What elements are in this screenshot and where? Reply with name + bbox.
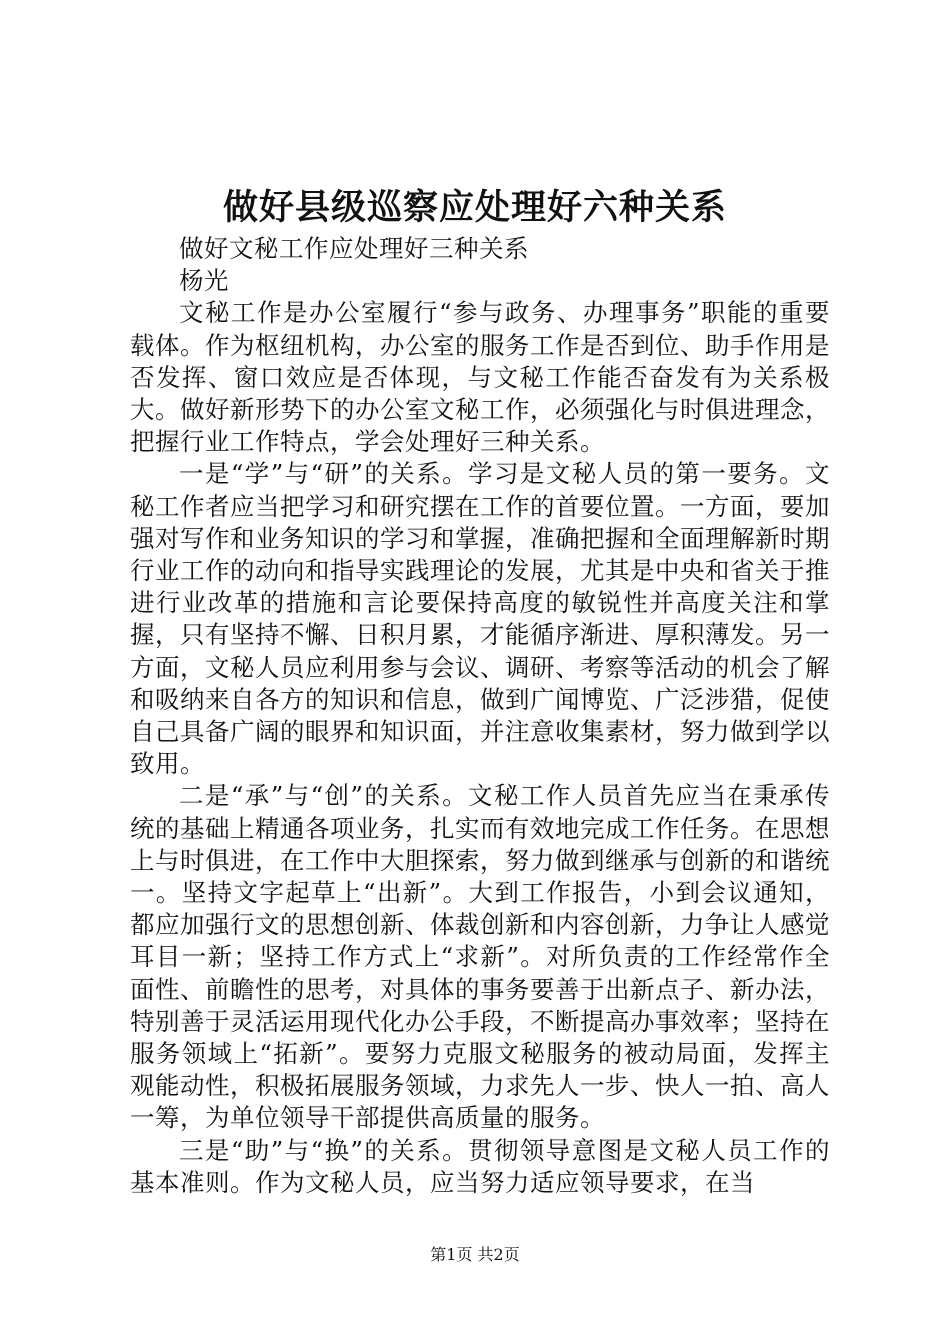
document-body [130,233,830,1199]
document-title: 做好县级巡察应处理好六种关系 [222,187,727,228]
paragraph-two: 二是“承”与“创”的关系。文秘工作人员首先应当在秉承传统的基础上精通各项业务，扎实而有效地完成工作任务。在思想上与时俱进，在工作中大胆探索，努力做到继承与创新的和谐统一。坚持文字起草上“出新”。大到工作报告，小到会议通知，都应加强行文的思想创新、体裁创新和内容创新，力争让人感觉耳目一新；坚持工作方式上“求新”。对所负责的工作经常作全面性、前瞻性的思考，对具体的事务要善于出新点子、新办法，特别善于灵活运用现代化办公手段，不断提高办事效率；坚持在服务领域上“拓新”。要努力克服文秘服务的被动局面，发挥主观能动性，积极拓展服务领域，力求先人一步、快人一拍、高人一筹，为单位领导干部提供高质量的服务。 [130,781,830,1133]
author-name: 杨光 [179,266,229,296]
subtitle: 做好文秘工作应处理好三种关系 [179,234,529,263]
paragraph-three: 三是“助”与“换”的关系。贯彻领导意图是文秘人员工作的基本准则。作为文秘人员，应当努力适应领导要求，在当 [130,1135,830,1197]
page-footer: 第1页 共2页 [430,1245,520,1264]
paragraph-intro: 文秘工作是办公室履行“参与政务、办理事务”职能的重要载体。作为枢纽机构，办公室的服务工作是否到位、助手作用是否发挥、窗口效应是否体现，与文秘工作能否奋发有为关系极大。做好新形势下的办公室文秘工作，必须强化与时俱进理念，把握行业工作特点，学会处理好三种关系。 [130,298,830,457]
paragraph-one: 一是“学”与“研”的关系。学习是文秘人员的第一要务。文秘工作者应当把学习和研究摆在工作的首要位置。一方面，要加强对写作和业务知识的学习和掌握，准确把握和全面理解新时期行业工作的动向和指导实践理论的发展，尤其是中央和省关于推进行业改革的措施和言论要保持高度的敏锐性并高度关注和掌握，只有坚持不懈、日积月累，才能循序渐进、厚积薄发。另一方面，文秘人员应利用参与会议、调研、考察等活动的机会了解和吸纳来自各方的知识和信息，做到广闻博览、广泛涉猎，促使自己具备广阔的眼界和知识面，并注意收集素材，努力做到学以致用。 [130,459,830,779]
